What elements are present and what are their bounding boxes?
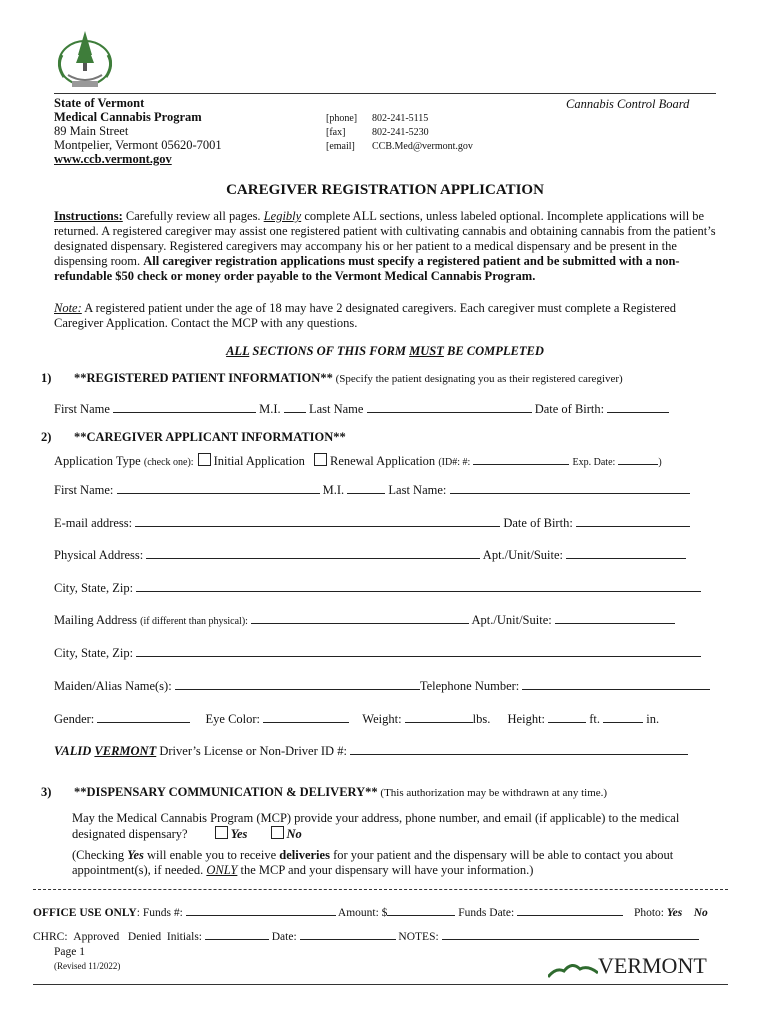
state-name: State of Vermont — [54, 96, 145, 110]
instructions-text-1: Carefully review all pages. — [122, 209, 264, 223]
phone-label: [phone] — [326, 113, 358, 124]
physical-traits-row: Gender: Eye Color: Weight: lbs. Height: ft. in. — [54, 712, 660, 726]
section-3-number: 3) — [41, 785, 52, 799]
dispensary-question-line-1: May the Medical Cannabis Program (MCP) provide your address, phone number, and email (if applicable) to the medical — [72, 811, 680, 825]
caregiver-email-field[interactable] — [135, 515, 500, 527]
dispensary-question-line-2: designated dispensary? Yes No — [72, 827, 302, 841]
expiration-date-field[interactable] — [618, 453, 658, 465]
weight-field[interactable] — [405, 711, 473, 723]
fax-number: 802-241-5230 — [372, 127, 429, 138]
telephone-field[interactable] — [522, 678, 710, 690]
caregiver-dob-field[interactable] — [576, 515, 690, 527]
fax-label: [fax] — [326, 127, 346, 138]
city-address: Montpelier, Vermont 05620-7001 — [54, 138, 222, 152]
height-feet-field[interactable] — [548, 711, 586, 723]
website-link[interactable]: www.ccb.vermont.gov — [54, 152, 172, 166]
checking-yes-line-2: appointment(s), if needed. ONLY the MCP and your dispensary will have your information.) — [72, 863, 534, 877]
mountain-icon — [548, 957, 598, 979]
caregiver-mi-field[interactable] — [347, 482, 385, 494]
mailing-address-field[interactable] — [251, 612, 469, 624]
section-3-heading: **DISPENSARY COMMUNICATION & DELIVERY** (This authorization may be withdrawn at any time.) — [74, 785, 608, 799]
page-number: Page 1 — [54, 946, 85, 958]
patient-first-name-field[interactable] — [113, 401, 256, 413]
mailing-apt-field[interactable] — [555, 612, 675, 624]
funds-date-field[interactable] — [517, 904, 623, 916]
renewal-id-field[interactable] — [473, 453, 569, 465]
office-use-row-1: OFFICE USE ONLY: Funds #: Amount: $ Funds Date: Photo: Yes No — [33, 904, 708, 919]
instructions-paragraph — [54, 209, 718, 284]
alias-name-field[interactable] — [175, 678, 420, 690]
section-2-heading: **CAREGIVER APPLICANT INFORMATION** — [74, 430, 346, 444]
program-name: Medical Cannabis Program — [54, 110, 202, 124]
board-name: Cannabis Control Board — [566, 97, 690, 111]
initials-field[interactable] — [205, 928, 269, 940]
checking-yes-line-1: (Checking Yes will enable you to receive deliveries for your patient and the dispensary will be able to contact you about — [72, 848, 674, 862]
vermont-logo-text: VERMONT — [598, 953, 707, 978]
application-type-row: Application Type (check one): Initial Application Renewal Application (ID#: #: Exp. Date: ) — [54, 454, 662, 468]
note-text: A registered patient under the age of 18 may have 2 designated caregivers. Each caregiver must complete a Registered Caregiver Application. Contact the MCP with any questions. — [54, 301, 676, 330]
gender-field[interactable] — [97, 711, 190, 723]
instructions-text-2: complete ALL sections, unless labeled optional. Incomplete applications will be returned. A registered caregiver may assist one registered patient with cultivating cannabis and obtaining cannabis from the patient’s designated dispensary. Registered caregivers may accompany his or her patient to a medical dispensary and be present in the dispensing room. — [54, 209, 716, 268]
section-1-heading: **REGISTERED PATIENT INFORMATION** (Specify the patient designating you as their registered caregiver) — [74, 371, 623, 385]
revised-date: (Revised 11/2022) — [54, 961, 121, 971]
notes-field[interactable] — [442, 928, 699, 940]
mailing-address-row: Mailing Address (if different than physical): Apt./Unit/Suite: — [54, 612, 675, 628]
chrc-approved[interactable]: Approved — [73, 931, 120, 943]
email-label: [email] — [326, 141, 355, 152]
office-date-field[interactable] — [300, 928, 396, 940]
office-divider — [33, 889, 728, 890]
dispensary-yes-checkbox[interactable] — [215, 826, 228, 839]
note-paragraph — [54, 301, 718, 331]
vermont-seal-icon — [54, 25, 116, 90]
page-title: CAREGIVER REGISTRATION APPLICATION — [226, 182, 544, 198]
dispensary-no-checkbox[interactable] — [271, 826, 284, 839]
amount-field[interactable] — [387, 904, 455, 916]
mailing-city-row: City, State, Zip: — [54, 645, 701, 661]
instructions-legibly: Legibly — [263, 209, 302, 223]
height-inches-field[interactable] — [603, 711, 643, 723]
funds-number-field[interactable] — [186, 904, 336, 916]
chrc-denied[interactable]: Denied — [127, 931, 162, 943]
phone-number: 802-241-5115 — [372, 113, 429, 124]
section-2-number: 2) — [41, 430, 52, 444]
caregiver-last-name-field[interactable] — [450, 482, 690, 494]
license-row: VALID VERMONT Driver’s License or Non-Driver ID #: — [54, 743, 688, 759]
initial-application-checkbox[interactable] — [198, 453, 211, 466]
mailing-city-field[interactable] — [136, 645, 701, 657]
instructions-bold: All caregiver registration applications must specify a registered patient and be submitted with a non-refundable $50 check or money order payable to the Vermont Medical Cannabis Program. — [54, 254, 680, 283]
patient-name-row: First Name M.I. Last Name Date of Birth: — [54, 401, 669, 417]
city-row: City, State, Zip: — [54, 580, 701, 596]
street-address: 89 Main Street — [54, 124, 129, 138]
note-label: Note: — [54, 301, 82, 315]
email-address: CCB.Med@vermont.gov — [372, 141, 473, 152]
office-use-row-2: CHRC: Approved Denied Initials: Date: NOTES: — [33, 928, 699, 943]
eye-color-field[interactable] — [263, 711, 349, 723]
email-dob-row: E-mail address: Date of Birth: — [54, 515, 690, 531]
license-number-field[interactable] — [350, 743, 688, 755]
physical-apt-field[interactable] — [566, 547, 686, 559]
physical-address-field[interactable] — [146, 547, 480, 559]
footer-rule — [33, 984, 728, 985]
patient-last-name-field[interactable] — [367, 401, 532, 413]
instructions-label: Instructions: — [54, 209, 123, 223]
photo-no[interactable]: No — [693, 907, 708, 919]
caregiver-name-row: First Name: M.I. Last Name: — [54, 482, 690, 498]
section-1-number: 1) — [41, 371, 52, 385]
alias-phone-row: Maiden/Alias Name(s): Telephone Number: — [54, 678, 710, 694]
renewal-application-checkbox[interactable] — [314, 453, 327, 466]
caregiver-first-name-field[interactable] — [117, 482, 320, 494]
all-sections-notice: ALL SECTIONS OF THIS FORM MUST BE COMPLETED — [226, 344, 544, 358]
patient-dob-field[interactable] — [607, 401, 669, 413]
vermont-logo — [548, 953, 707, 979]
patient-mi-field[interactable] — [284, 401, 306, 413]
physical-city-field[interactable] — [136, 580, 701, 592]
photo-yes[interactable]: Yes — [666, 907, 683, 919]
physical-address-row: Physical Address: Apt./Unit/Suite: — [54, 547, 686, 563]
